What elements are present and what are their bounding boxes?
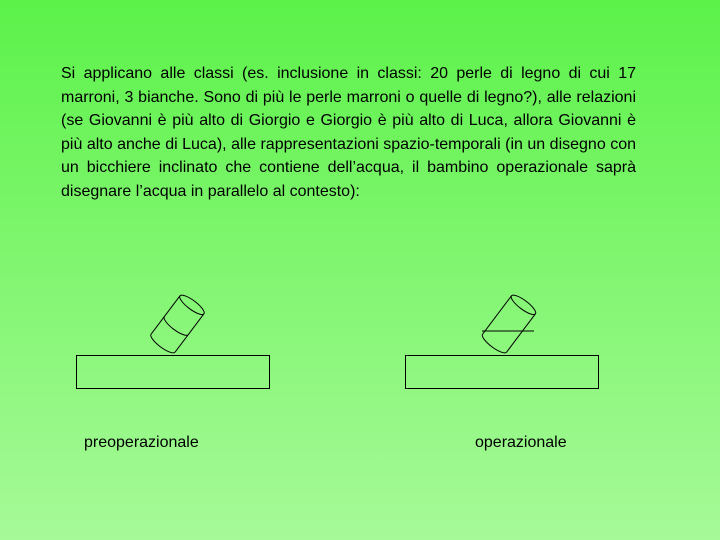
water-line xyxy=(162,317,189,339)
preoperational-figure xyxy=(74,285,274,395)
preoperational-drawing xyxy=(74,285,274,395)
caption-operazionale: operazionale xyxy=(475,434,567,451)
tilted-glass xyxy=(480,292,538,356)
table-rect xyxy=(406,356,599,389)
caption-preoperazionale: preoperazionale xyxy=(84,434,199,451)
operational-figure xyxy=(403,285,603,395)
operational-drawing xyxy=(403,285,603,395)
table-rect xyxy=(77,356,270,389)
tilted-glass xyxy=(148,292,206,356)
body-paragraph: Si applicano alle classi (es. inclusione in classi: 20 perle di legno di cui 17 marroni, 3 bianche. Sono di più le perle marroni o quelle di legno?), alle relazioni (se Giovanni è più alto di Giorgio e Giorgio è più alto di Luca, allora Giovanni è più alto anche di Luca), alle rappresentazioni spazio-temporali (in un disegno con un bicchiere inclinato che contiene dell’acqua, il bambino operazionale saprà disegnare l’acqua in parallelo al contesto): xyxy=(61,65,636,200)
